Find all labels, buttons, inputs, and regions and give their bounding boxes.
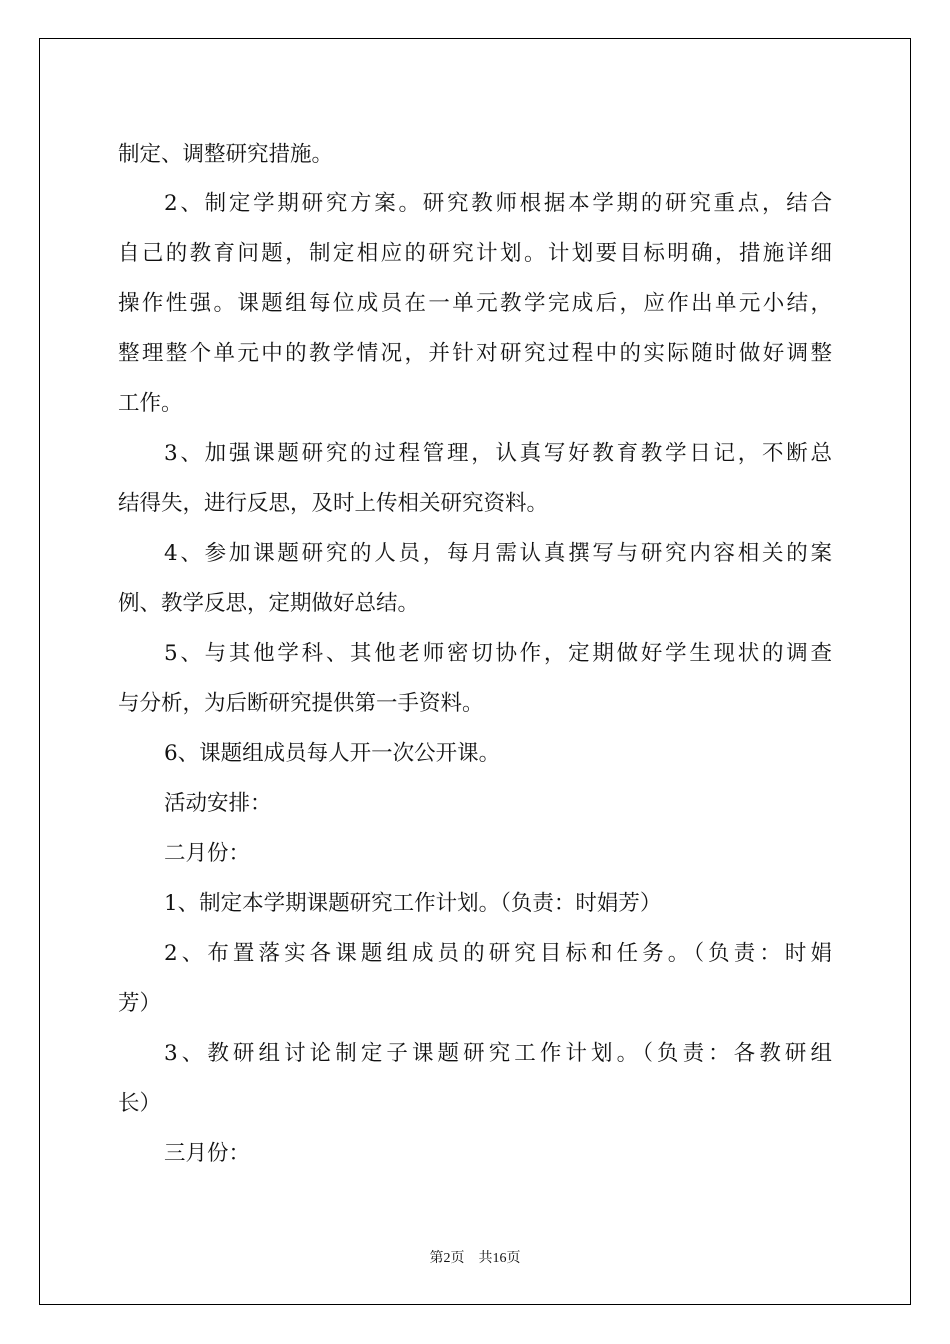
text-line-15: 二月份：	[164, 841, 251, 866]
text-line-14: 活动安排：	[164, 791, 272, 816]
text-line-5: 整理整个单元中的教学情况，并针对研究过程中的实际随时做好调整	[118, 341, 832, 366]
text-line-10: 例、教学反思，定期做好总结。	[118, 591, 420, 616]
text-line-8: 结得失，进行反思，及时上传相关研究资料。	[118, 491, 549, 516]
text-line-7: 3、加强课题研究的过程管理，认真写好教育教学日记，不断总	[164, 441, 832, 466]
page-number-footer: 第2页 共16页	[429, 1251, 521, 1266]
text-line-9: 4、参加课题研究的人员，每月需认真撰写与研究内容相关的案	[164, 541, 832, 566]
text-line-1: 制定、调整研究措施。	[118, 142, 334, 167]
text-line-18: 芳）	[118, 991, 162, 1016]
text-line-19: 3、教研组讨论制定子课题研究工作计划。（负责：各教研组	[164, 1041, 832, 1066]
text-line-21: 三月份：	[164, 1141, 251, 1166]
text-line-20: 长）	[118, 1091, 162, 1116]
text-line-13: 6、课题组成员每人开一次公开课。	[164, 741, 501, 766]
text-line-11: 5、与其他学科、其他老师密切协作，定期做好学生现状的调查	[164, 641, 832, 666]
text-line-12: 与分析，为后断研究提供第一手资料。	[118, 691, 484, 716]
text-line-6: 工作。	[118, 391, 183, 416]
text-line-4: 操作性强。课题组每位成员在一单元教学完成后，应作出单元小结，	[118, 291, 832, 316]
text-line-17: 2、布置落实各课题组成员的研究目标和任务。（负责：时娟	[164, 941, 832, 966]
text-line-16: 1、制定本学期课题研究工作计划。（负责：时娟芳）	[164, 891, 662, 916]
text-line-3: 自己的教育问题，制定相应的研究计划。计划要目标明确，措施详细	[118, 241, 832, 266]
page-border	[39, 38, 911, 1305]
text-line-2: 2、制定学期研究方案。研究教师根据本学期的研究重点，结合	[164, 191, 832, 216]
